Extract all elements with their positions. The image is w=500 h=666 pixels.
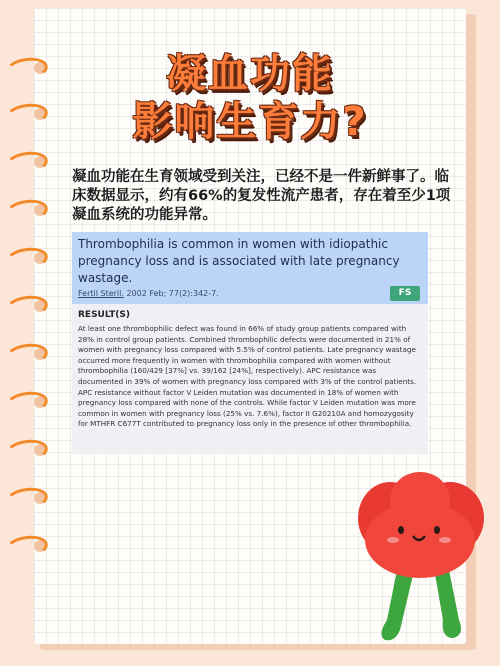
citation-details: 2002 Feb; 77(2):342-7.	[123, 289, 219, 298]
page-title-line1: 凝血功能	[166, 51, 334, 97]
spiral-ring-icon	[6, 344, 56, 366]
result-box	[72, 304, 428, 454]
paper-headline: Thrombophilia is common in women with idiopathic pregnancy loss and is associated with late pregnancy wastage.	[78, 237, 400, 285]
intro-paragraph: 凝血功能在生育领域受到关注，已经不是一件新鲜事了。临床数据显示，约有66%的复发性流产患者，存在着至少1项凝血系统的功能异常。	[72, 169, 451, 223]
result-body: At least one thrombophilic defect was found in 66% of study group patients compared with 28% in control group patients. Combined thrombophilic defects were documented in 21% of women with pregnancy loss compared with 5.5% of control patients. Late pregnancy wastage occurred more frequently in women with thrombophilia compared with women without thrombophilia (160/429 [37%] vs. 39/162 [24%], respectively). APC resistance was documented in 39% of women with pregnancy loss compared with 3% of the control patients. APC resistance without factor V Leiden mutation was documented in 18% of women with pregnancy loss compared with none of the controls. While factor V Leiden mutation was more common in women with pregnancy loss (25% vs. 7.6%), factor II G20210A and homozygosity for MTHFR C677T contributed to pregnancy loss only in the presence of other thrombophilia.	[78, 324, 417, 429]
spiral-ring-icon	[6, 296, 56, 318]
journal-link[interactable]: Fertil Steril.	[78, 289, 124, 298]
spiral-ring-icon	[6, 392, 56, 414]
flower-mascot-icon	[355, 470, 490, 650]
spiral-ring-icon	[6, 152, 56, 174]
result-heading: RESULT(S)	[78, 310, 130, 320]
paper-card	[72, 232, 428, 304]
journal-badge: FS	[390, 286, 420, 301]
paper-citation	[78, 289, 219, 298]
spiral-ring-icon	[6, 536, 56, 558]
spiral-ring-icon	[6, 248, 56, 270]
page-title-line2: 影响生育力?	[132, 99, 368, 145]
spiral-ring-icon	[6, 200, 56, 222]
spiral-ring-icon	[6, 440, 56, 462]
spiral-ring-icon	[6, 488, 56, 510]
